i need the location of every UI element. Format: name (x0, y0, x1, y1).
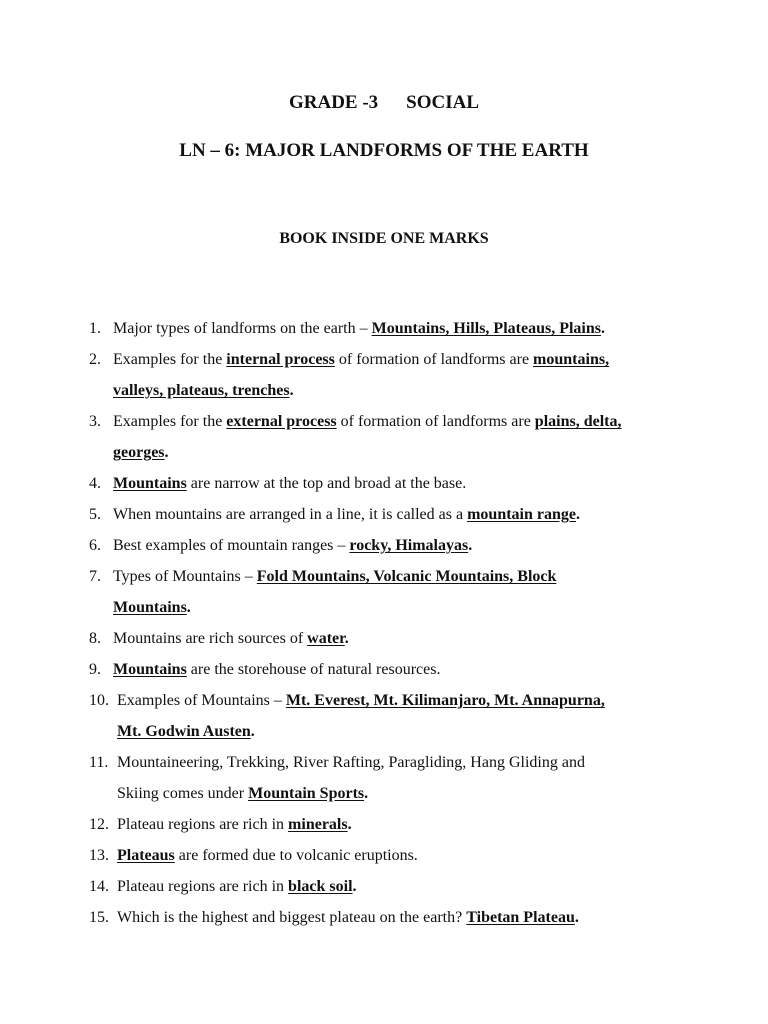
item-text: Mountains are rich sources of (113, 630, 308, 647)
item-number: 6. (89, 537, 101, 554)
item-text: of formation of landforms are (334, 351, 534, 368)
answer-text: external process (226, 413, 337, 430)
item-text: are the storehouse of natural resources. (186, 661, 441, 678)
item-text: Mountaineering, Trekking, River Rafting, Paragliding, Hang Gliding and (117, 754, 585, 771)
item-punct: . (164, 444, 169, 461)
item-punct: . (344, 630, 349, 647)
item-number: 12. (89, 816, 109, 833)
item-punct: . (289, 382, 294, 399)
item-punct: . (250, 723, 255, 740)
list-item (89, 809, 689, 840)
item-punct: . (468, 537, 473, 554)
answer-text: valleys, plateaus, trenches (113, 382, 290, 399)
item-punct: . (186, 599, 191, 616)
item-punct: . (574, 909, 579, 926)
answer-text: minerals (288, 816, 348, 833)
item-text: Examples for the (113, 413, 227, 430)
answer-text: Mountains (113, 599, 187, 616)
item-text: are narrow at the top and broad at the base. (186, 475, 467, 492)
item-punct: . (576, 506, 580, 523)
answer-text: georges (113, 444, 165, 461)
question-list (89, 313, 689, 933)
list-item (89, 499, 689, 530)
item-number: 5. (89, 506, 101, 523)
answer-text: mountain range (467, 506, 576, 523)
answer-text: Tibetan Plateau (466, 909, 575, 926)
item-number: 9. (89, 661, 101, 678)
item-number: 4. (89, 475, 101, 492)
item-punct: . (352, 878, 357, 895)
item-punct: . (364, 785, 369, 802)
list-item (89, 344, 689, 406)
list-item (89, 871, 689, 902)
answer-text: Fold Mountains, Volcanic Mountains, Block (256, 568, 557, 585)
item-number: 2. (89, 351, 101, 368)
item-punct: . (347, 816, 352, 833)
list-item (89, 468, 689, 499)
list-item (89, 406, 689, 468)
answer-text: Mountain Sports (248, 785, 365, 802)
item-number: 13. (89, 847, 109, 864)
item-text: of formation of landforms are (336, 413, 535, 430)
answer-text: mountains, (533, 351, 610, 368)
item-text: Plateau regions are rich in (117, 816, 289, 833)
answer-text: plains, delta, (534, 413, 622, 430)
list-item (89, 623, 689, 654)
item-text: Examples for the (113, 351, 227, 368)
answer-text: internal process (226, 351, 335, 368)
answer-text: rocky, Himalayas (349, 537, 469, 554)
subject-label: SOCIAL (406, 92, 480, 113)
item-text: Examples of Mountains – (117, 692, 286, 709)
list-item (89, 747, 689, 809)
item-text: When mountains are arranged in a line, it is called as a (113, 506, 468, 523)
item-number: 3. (89, 413, 101, 430)
item-number: 1. (89, 320, 101, 337)
item-punct: . (600, 320, 605, 337)
grade-subject-heading (0, 92, 768, 114)
lesson-title: LN – 6: MAJOR LANDFORMS OF THE EARTH (179, 140, 589, 161)
answer-text: water (307, 630, 345, 647)
section-title: BOOK INSIDE ONE MARKS (279, 230, 489, 247)
list-item (89, 313, 689, 344)
answer-text: black soil (288, 878, 353, 895)
item-text: Skiing comes under (117, 785, 249, 802)
answer-text: Plateaus (117, 847, 175, 864)
list-item (89, 685, 689, 747)
grade-label: GRADE -3 (288, 92, 379, 113)
list-item (89, 654, 689, 685)
item-number: 15. (89, 909, 109, 926)
item-text: Which is the highest and biggest plateau on the earth? (117, 909, 467, 926)
answer-text: Mt. Everest, Mt. Kilimanjaro, Mt. Annapurna, (285, 692, 605, 709)
list-item (89, 840, 689, 871)
item-text: are formed due to volcanic eruptions. (174, 847, 418, 864)
item-number: 11. (89, 754, 109, 771)
item-number: 7. (89, 568, 101, 585)
item-number: 8. (89, 630, 101, 647)
answer-text: Mt. Godwin Austen (117, 723, 251, 740)
answer-text: Mountains (113, 661, 187, 678)
item-number: 10. (89, 692, 109, 709)
answer-text: Mountains, Hills, Plateaus, Plains (371, 320, 601, 337)
list-item (89, 561, 689, 623)
item-text: Major types of landforms on the earth – (113, 320, 372, 337)
list-item (89, 902, 689, 933)
item-number: 14. (89, 878, 109, 895)
answer-text: Mountains (113, 475, 187, 492)
item-text: Types of Mountains – (113, 568, 257, 585)
item-text: Plateau regions are rich in (117, 878, 289, 895)
item-text: Best examples of mountain ranges – (113, 537, 350, 554)
list-item (89, 530, 689, 561)
